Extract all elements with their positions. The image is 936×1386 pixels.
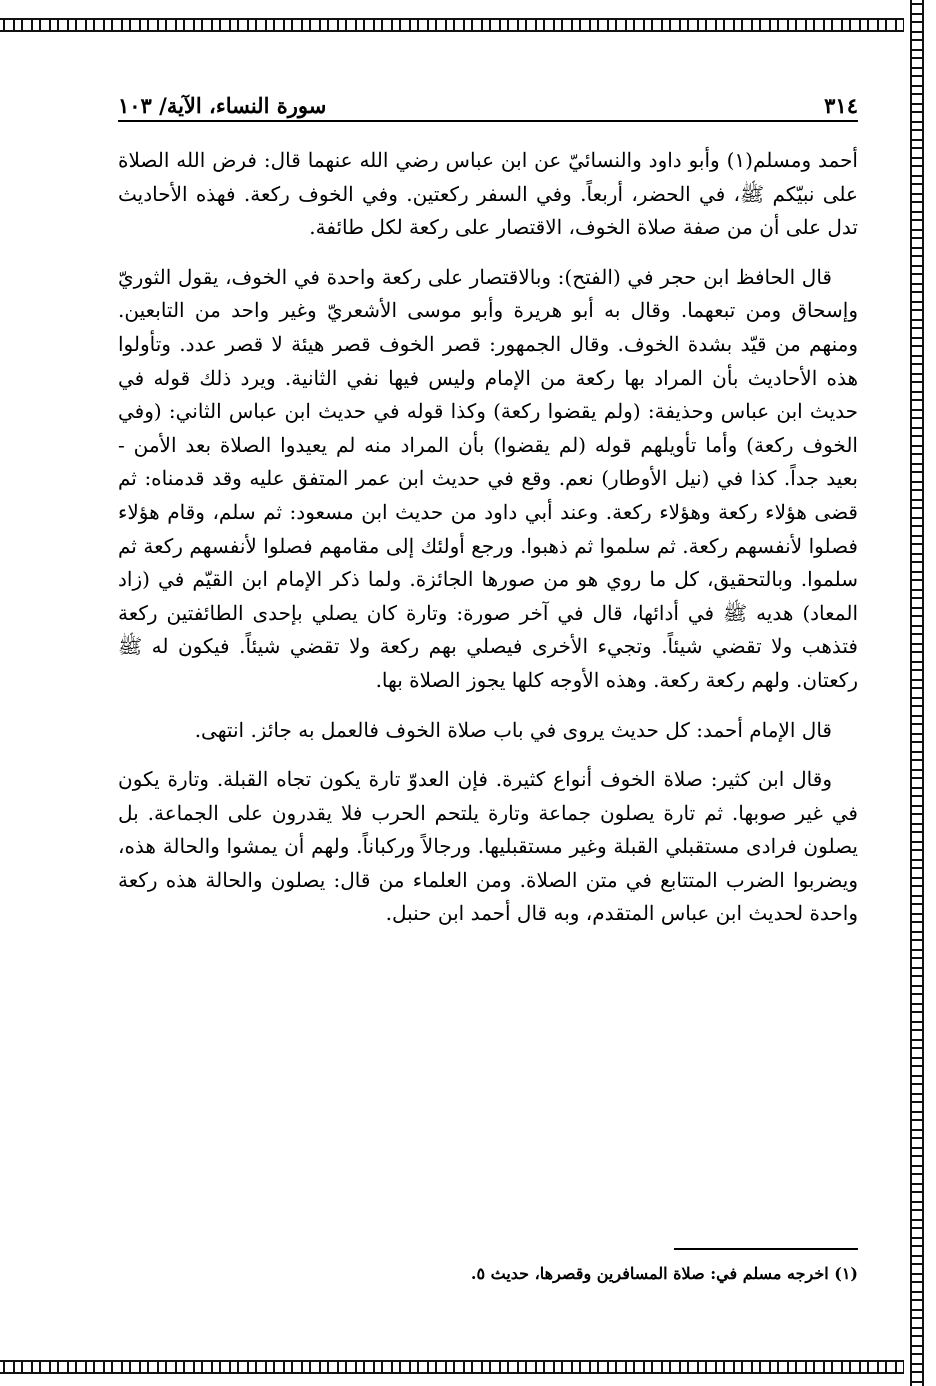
paragraph-1: أحمد ومسلم(١) وأبو داود والنسائيّ عن ابن عباس رضي الله عنهما قال: فرض الله الصلاة على نبيّكم ﷺ، في الحضر، أربعاً. وفي السفر ركعتين. وفي الخوف ركعة. فهذه الأحاديث تدل على أن من صفة صلاة الخوف، الاقتصار على ركعة لكل طائفة. (118, 148, 858, 240)
book-page (118, 78, 858, 947)
main-text (118, 144, 858, 931)
decorative-border-bottom (0, 1354, 936, 1386)
running-title: سورة النساء، الآية/ ١٠٣ (118, 93, 327, 118)
footnote: (١) اخرجه مسلم في: صلاة المسافرين وقصرها، حديث ٥. (470, 1264, 858, 1283)
decorative-border-right (904, 0, 936, 1386)
header-rule (118, 120, 858, 122)
paragraph-3: قال الإمام أحمد: كل حديث يروى في باب صلاة الخوف فالعمل به جائز. انتهى. (194, 717, 832, 742)
footnote-rule (674, 1248, 858, 1250)
decorative-border-top (0, 0, 936, 40)
page-header (118, 78, 858, 118)
paragraph-4: وقال ابن كثير: صلاة الخوف أنواع كثيرة. فإن العدوّ تارة يكون تجاه القبلة. وتارة يكون في غير صوبها. ثم تارة يصلون جماعة وتارة يلتحم الحرب فلا يقدرون على الجماعة. بل يصلون فرادى مستقبلي القبلة وغير مستقبليها. ورجالاً وركباناً. ولهم أن يمشوا والحالة هذه، ويضربوا الضرب المتتابع في متن الصلاة. ومن العلماء من قال: يصلون والحالة هذه ركعة واحدة لحديث ابن عباس المتقدم، وبه قال أحمد ابن حنبل. (118, 767, 858, 926)
paragraph-2: قال الحافظ ابن حجر في (الفتح): وبالاقتصار على ركعة واحدة في الخوف، يقول الثوريّ وإسحاق ومن تبعهما. وقال به أبو هريرة وأبو موسى الأشعريّ وغير واحد من التابعين. ومنهم من قيّد بشدة الخوف. وقال الجمهور: قصر الخوف قصر هيئة لا قصر عدد. وتأولوا هذه الأحاديث بأن المراد بها ركعة من الإمام وليس فيها نفي الثانية. ويرد ذلك قوله في حديث ابن عباس وحذيفة: (ولم يقضوا ركعة) وكذا قوله في حديث ابن عباس الثاني: (وفي الخوف ركعة) وأما تأويلهم قوله (لم يقضوا) بأن المراد منه لم يعيدوا الصلاة بعد الأمن - بعيد جداً. كذا في (نيل الأوطار) نعم. وقع في حديث ابن عمر المتفق عليه وقد قدمناه: ثم قضى هؤلاء ركعة وهؤلاء ركعة. وعند أبي داود من حديث ابن مسعود: ثم سلم، وقام هؤلاء فصلوا لأنفسهم ركعة. ثم سلموا ثم ذهبوا. ورجع أولئك إلى مقامهم فصلوا لأنفسهم ركعة ثم سلموا. وبالتحقيق، كل ما روي هو من صورها الجائزة. ولما ذكر الإمام ابن القيّم في (زاد المعاد) هديه ﷺ في أدائها، قال في آخر صورة: وتارة كان يصلي بإحدى الطائفتين ركعة فتذهب ولا تقضي شيئاً. وتجيء الأخرى فيصلي بهم ركعة ولا تقضي شيئاً. فيكون له ﷺ ركعتان. ولهم ركعة ركعة. وهذه الأوجه كلها يجوز الصلاة بها. (118, 264, 858, 692)
page-number: ٣١٤ (824, 93, 858, 118)
